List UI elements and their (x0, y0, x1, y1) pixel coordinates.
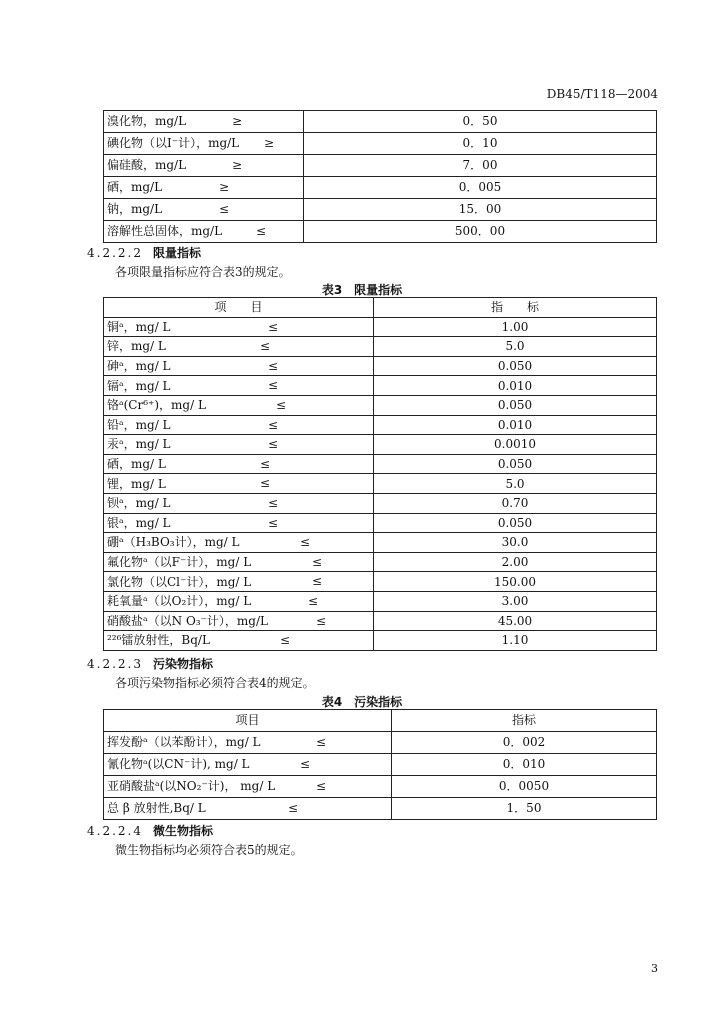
comparison-symbol: ≤ (316, 735, 327, 749)
item-cell: 镉ᵃ，mg/ L ≤ (104, 376, 374, 396)
item-cell: 硒，mg/ L ≤ (104, 454, 374, 474)
value-cell: 0.050 (374, 513, 657, 533)
table-row (104, 337, 657, 357)
section-heading-4224: 4.2.2.4 微生物指标 (87, 824, 213, 838)
table-row (104, 199, 657, 221)
comparison-symbol: ≤ (280, 633, 291, 648)
value-cell: 0．005 (304, 177, 657, 199)
value-cell: 1.10 (374, 631, 657, 651)
section-heading-4222: 4.2.2.2 限量指标 (87, 246, 201, 260)
value-cell: 1．50 (392, 798, 657, 820)
item-cell: 溶解性总固体，mg/L ≤ (104, 221, 304, 243)
table-row (104, 454, 657, 474)
item-cell: 硒，mg/L ≥ (104, 177, 304, 199)
comparison-symbol: ≤ (260, 339, 271, 354)
value-cell: 5.0 (374, 337, 657, 357)
value-cell: 0.010 (374, 376, 657, 396)
table-3-limits (103, 297, 657, 651)
table-header-row (104, 710, 657, 732)
value-cell: 0．010 (392, 754, 657, 776)
section-heading-4223: 4.2.2.3 污染物指标 (87, 657, 213, 671)
table-row (104, 732, 657, 754)
item-cell: 锌，mg/ L ≤ (104, 337, 374, 357)
table-row (104, 474, 657, 494)
value-cell: 7．00 (304, 155, 657, 177)
value-cell: 1.00 (374, 317, 657, 337)
table-3-caption: 表3 限量指标 (321, 283, 403, 297)
comparison-symbol: ≤ (268, 437, 279, 452)
table-row (104, 533, 657, 553)
page-number: 3 (651, 962, 658, 975)
table-4-pollutants (103, 709, 657, 820)
comparison-symbol: ≤ (268, 515, 279, 530)
value-cell: 30.0 (374, 533, 657, 553)
table-row (104, 591, 657, 611)
item-cell: 铜ᵃ，mg/ L ≤ (104, 317, 374, 337)
table-header-row (104, 298, 657, 318)
value-cell: 0.050 (374, 454, 657, 474)
table-row (104, 631, 657, 651)
item-cell: 钠，mg/L ≤ (104, 199, 304, 221)
item-cell: 总 β 放射性,Bq/ L ≤ (104, 798, 392, 820)
item-cell: 硼ᵃ（H₃BO₃计），mg/ L ≤ (104, 533, 374, 553)
table-row (104, 155, 657, 177)
comparison-symbol: ≥ (219, 180, 230, 194)
value-cell: 0.0010 (374, 435, 657, 455)
comparison-symbol: ≤ (268, 358, 279, 373)
value-cell: 0.050 (374, 356, 657, 376)
table-row (104, 552, 657, 572)
comparison-symbol: ≤ (276, 397, 287, 412)
item-cell: 铅ᵃ，mg/ L ≤ (104, 415, 374, 435)
column-header-value: 指标 (392, 710, 657, 732)
item-cell: ²²⁶镭放射性，Bq/L ≤ (104, 631, 374, 651)
table-row (104, 221, 657, 243)
item-cell: 锂，mg/ L ≤ (104, 474, 374, 494)
item-cell: 银ᵃ，mg/ L ≤ (104, 513, 374, 533)
table-4-caption: 表4 污染指标 (321, 695, 403, 709)
table-row (104, 435, 657, 455)
table-row (104, 513, 657, 533)
value-cell: 0．0050 (392, 776, 657, 798)
value-cell: 150.00 (374, 572, 657, 592)
value-cell: 15．00 (304, 199, 657, 221)
comparison-symbol: ≤ (308, 593, 319, 608)
comparison-symbol: ≤ (300, 535, 311, 550)
item-cell: 亚硝酸盐ᵃ(以NO₂⁻计)， mg/ L ≤ (104, 776, 392, 798)
item-cell: 耗氧量ᵃ（以O₂计），mg/ L ≤ (104, 591, 374, 611)
document-code: DB45/T118—2004 (546, 87, 658, 101)
comparison-symbol: ≤ (260, 476, 271, 491)
item-cell: 硝酸盐ᵃ（以N O₃⁻计），mg/L ≤ (104, 611, 374, 631)
value-cell: 500．00 (304, 221, 657, 243)
comparison-symbol: ≤ (312, 574, 323, 589)
comparison-symbol: ≤ (312, 554, 323, 569)
comparison-symbol: ≤ (268, 417, 279, 432)
comparison-symbol: ≤ (268, 319, 279, 334)
comparison-symbol: ≥ (232, 114, 243, 128)
item-cell: 偏硅酸，mg/L ≥ (104, 155, 304, 177)
comparison-symbol: ≤ (260, 456, 271, 471)
table-row (104, 493, 657, 513)
value-cell: 0.70 (374, 493, 657, 513)
value-cell: 45.00 (374, 611, 657, 631)
comparison-symbol: ≤ (268, 378, 279, 393)
item-cell: 铬ᵃ(Cr⁶⁺)，mg/ L ≤ (104, 395, 374, 415)
column-header-value: 指 标 (374, 298, 657, 318)
item-cell: 汞ᵃ，mg/ L ≤ (104, 435, 374, 455)
comparison-symbol: ≤ (316, 613, 327, 628)
value-cell: 0．10 (304, 133, 657, 155)
comparison-symbol: ≤ (316, 779, 327, 793)
item-cell: 钡ᵃ，mg/ L ≤ (104, 493, 374, 513)
value-cell: 0．50 (304, 111, 657, 133)
comparison-symbol: ≤ (288, 801, 299, 815)
item-cell: 氯化物（以Cl⁻计），mg/ L ≤ (104, 572, 374, 592)
item-cell: 砷ᵃ，mg/ L ≤ (104, 356, 374, 376)
table-row (104, 798, 657, 820)
value-cell: 0.010 (374, 415, 657, 435)
section-text-4223: 各项污染物指标必须符合表4的规定。 (115, 676, 315, 690)
column-header-item: 项 目 (104, 298, 374, 318)
table-row (104, 572, 657, 592)
comparison-symbol: ≥ (264, 136, 275, 150)
item-cell: 溴化物，mg/L ≥ (104, 111, 304, 133)
table-row (104, 395, 657, 415)
item-cell: 氟化物ᵃ（以F⁻计），mg/ L ≤ (104, 552, 374, 572)
table-row (104, 415, 657, 435)
table-row (104, 133, 657, 155)
value-cell: 0.050 (374, 395, 657, 415)
table-row (104, 754, 657, 776)
comparison-symbol: ≤ (256, 224, 267, 238)
comparison-symbol: ≤ (300, 757, 311, 771)
item-cell: 氰化物ᵃ(以CN⁻计), mg/ L ≤ (104, 754, 392, 776)
table-row (104, 356, 657, 376)
value-cell: 5.0 (374, 474, 657, 494)
value-cell: 2.00 (374, 552, 657, 572)
item-cell: 碘化物（以I⁻计），mg/L ≥ (104, 133, 304, 155)
comparison-symbol: ≤ (219, 202, 230, 216)
section-text-4222: 各项限量指标应符合表3的规定。 (115, 265, 291, 279)
table-row (104, 611, 657, 631)
table-row (104, 776, 657, 798)
table-row (104, 111, 657, 133)
value-cell: 0．002 (392, 732, 657, 754)
comparison-symbol: ≤ (268, 495, 279, 510)
item-cell: 挥发酚ᵃ（以苯酚计），mg/ L ≤ (104, 732, 392, 754)
table-row (104, 177, 657, 199)
table-row (104, 376, 657, 396)
value-cell: 3.00 (374, 591, 657, 611)
table-row (104, 317, 657, 337)
table-1-continued (103, 110, 657, 243)
column-header-item: 项目 (104, 710, 392, 732)
comparison-symbol: ≥ (232, 158, 243, 172)
section-text-4224: 微生物指标均必须符合表5的规定。 (115, 843, 303, 857)
